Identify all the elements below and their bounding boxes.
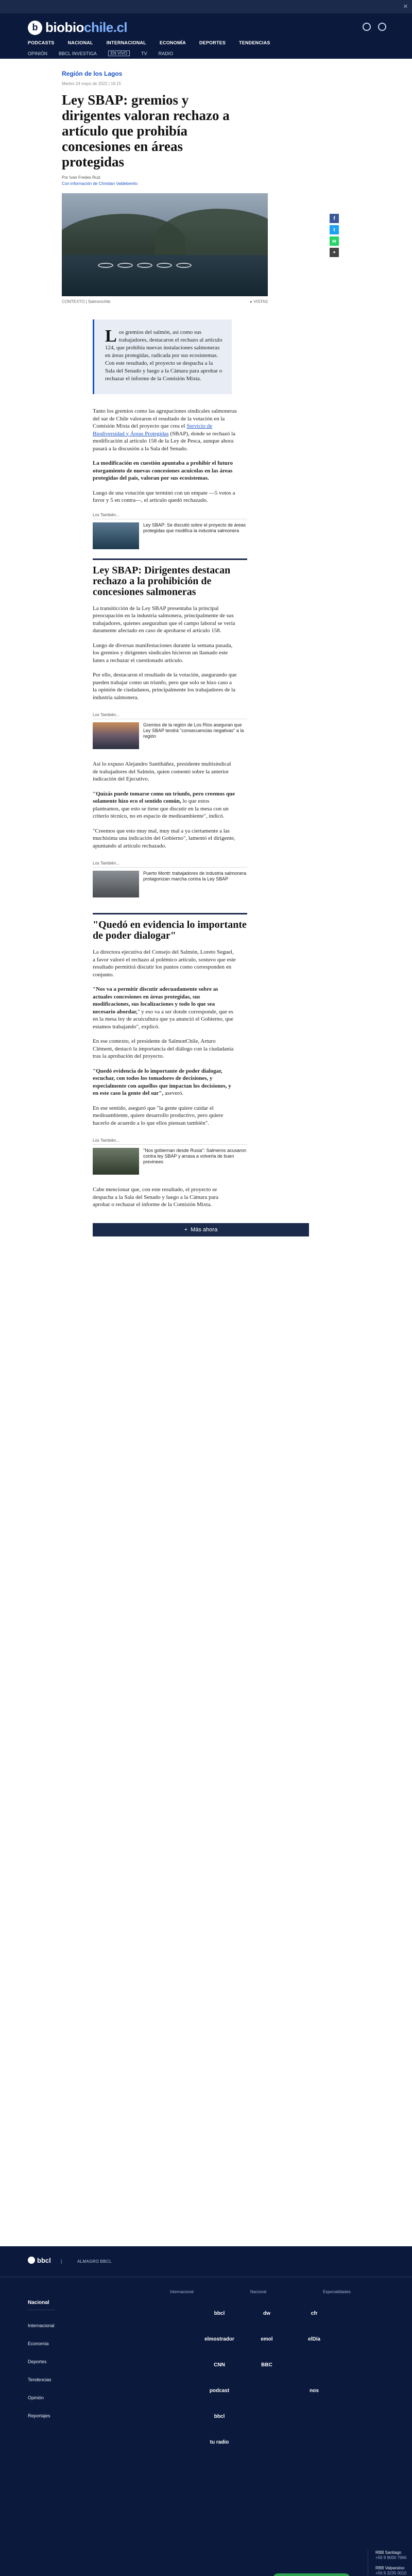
top-banner [0, 0, 412, 13]
footer-cat[interactable]: Deportes [28, 2359, 47, 2364]
footer-cat[interactable]: Economía [28, 2341, 49, 2346]
brand-logo[interactable]: elmostrador [204, 2336, 234, 2342]
image-credit [62, 299, 268, 304]
brand-logo[interactable] [294, 2360, 335, 2371]
brand-logo[interactable] [246, 2411, 287, 2422]
radio-station[interactable]: RBB Valparaíso +56 9 3235 0010 [375, 2565, 407, 2575]
paragraph: Tanto los gremios como las agrupaciones sindicales salmoneras del sur de Chile valoraron el resultado de la votación en la Comisión Mixta del proyecto que crea el Servicio de Biodiversidad y Áreas Protegidas (SBAP), donde se rechazó la modificación al artículo 158 de la Ley de Pesca, aunque ahora pasará a la discusión a la Sala del Senado. [93, 408, 237, 452]
paragraph: En ese contexto, el presidente de SalmonChile, Arturo Clément, destacó la importancia del diálogo con la ciudadanía tras la aprobación del proyecto. [93, 1038, 234, 1059]
search-icon[interactable] [363, 23, 371, 31]
nav-radio[interactable]: RADIO [158, 50, 174, 56]
nav-deportes[interactable]: DEPORTES [199, 40, 226, 45]
paragraph: "Creemos que esto muy mal, muy mal a ya ciertamente a las muchísima una indicación del Gobierno", lamentó el dirigente, apuntando al artículo rechazado. [93, 827, 235, 849]
nav-economia[interactable]: ECONOMÍA [159, 40, 186, 45]
article [62, 70, 350, 1236]
related-label: Los También... [93, 513, 247, 519]
subheading: "Quedó en evidencia lo importante de poder dialogar" [93, 913, 247, 941]
related-article[interactable] [93, 861, 247, 897]
hero-image [62, 193, 268, 296]
drop-cap: L [105, 327, 117, 346]
related-label: Los También... [93, 713, 247, 719]
footer-cat[interactable]: Reportajes [28, 2413, 50, 2418]
brand-logo[interactable]: bbcl [214, 2414, 225, 2419]
nav-bbcl-investiga[interactable]: BBCL INVESTIGA [59, 50, 97, 56]
footer-top [0, 2246, 412, 2277]
related-article[interactable] [93, 513, 247, 549]
more-share-button[interactable]: + [330, 248, 339, 257]
twitter-share-button[interactable]: t [330, 225, 339, 234]
user-icon[interactable] [378, 23, 386, 31]
footer-group[interactable]: ALMAGRO BBCL [77, 2259, 112, 2264]
brand-logo[interactable]: tu radio [210, 2439, 229, 2445]
site-header [0, 13, 412, 59]
whatsapp-share-button[interactable]: w [330, 236, 339, 246]
paragraph: Luego de una votación que terminó con un empate —5 votos a favor y 5 en contra—, el artículo quedó rechazado. [93, 489, 235, 503]
footer-cat[interactable]: Opinión [28, 2395, 44, 2400]
related-title[interactable]: Puerto Montt: trabajadores de industria salmonera protagonizan marcha contra la Ley SBAP [143, 871, 247, 882]
paragraph: "Quedó evidencia de lo importante de poder dialogar, escuchar, con todos los tomadores de decisiones, y especialmente con aquellos que impactan los decisiones, y en este caso la gente del sur", aseveró. [93, 1067, 231, 1096]
subheading: Ley SBAP: Dirigentes destacan rechazo a la prohibición de concesiones salmoneras [93, 558, 247, 598]
image-views[interactable]: ▸ VISTAS [250, 299, 268, 304]
paragraph: En ese sentido, aseguró que "la gente quiere cuidar el medioambiente, quiere desarrollo productivo, pero quiere hacerlo de acuerdo a lo que ellos piensan también". [93, 1105, 224, 1126]
primary-nav [28, 40, 270, 45]
header-icons [363, 23, 386, 31]
nav-nacional[interactable]: NACIONAL [67, 40, 93, 45]
footer-cat[interactable]: Tendencias [28, 2377, 52, 2382]
logo-icon [28, 2257, 35, 2264]
related-article[interactable] [93, 713, 247, 749]
nav-internacional[interactable]: INTERNACIONAL [106, 40, 146, 45]
related-title[interactable]: Ley SBAP: Se discutió sobre el proyecto de áreas protegidas que modifica la industria salmonera [143, 522, 246, 533]
share-bar [330, 214, 339, 257]
paragraph: La modificación en cuestión apuntaba a prohibir el futuro otorgamiento de nuevas concesiones acuícolas en las áreas protegidas del país, valoran por sus ecosistemas. [93, 460, 233, 481]
brand-logo[interactable]: cfr [311, 2311, 318, 2316]
paragraph: Luego de diversas manifestaciones durante la semana pasada, los gremios y dirigentes sindicales hicieron un llamado este lunes a rechazar el cuestionado artículo. [93, 642, 233, 664]
nav-podcasts[interactable]: PODCASTS [28, 40, 55, 45]
image-caption: CONTEXTO | Salmonchile [62, 299, 111, 304]
partner-brands [199, 2308, 335, 2448]
footer-col-heads: Internacional Nacional Especialidades [170, 2289, 351, 2294]
close-icon[interactable]: ✕ [403, 4, 408, 10]
logo-icon: b [28, 21, 42, 35]
nav-tendencias[interactable]: TENDENCIAS [239, 40, 270, 45]
brand-logo[interactable]: BBC [261, 2362, 272, 2368]
paragraph: Así lo expuso Alejandro Santibáñez, presidente multisindical de trabajadores del Salmón, quien comentó sobre la anterior indicación del Ejecutivo. [93, 761, 231, 782]
related-title[interactable]: "Nos gobiernan desde Rusia": Salmeros acusaron contra ley SBAP y arrasa a volverla de buen previnees [143, 1148, 246, 1164]
related-thumbnail[interactable] [93, 722, 139, 749]
brand-logo[interactable]: CNN [214, 2362, 225, 2368]
related-thumbnail[interactable] [93, 1148, 139, 1175]
paragraph: "Nos va a permitir discutir adecuadamente sobre as actuales concesiones en áreas protegidas, sus modificaciones, sus localizaciones y todo lo que sea necesario abordar," y eso va a ser donde corresponde, que es en la mesa ley de acuicultura que ya anunció el Gobierno, que estamos trabajando", explicó. [93, 986, 234, 1030]
inline-link[interactable]: Servicio de Biodiversidad y Áreas Protegidas [93, 423, 213, 437]
related-thumbnail[interactable] [93, 871, 139, 897]
more-news-button[interactable] [93, 1223, 309, 1236]
brand-logo[interactable]: nos [310, 2388, 319, 2394]
paragraph: La transiticción de la Ley SBAP presentaba la principal preocupación en la industria salmonera, principalmente de sus trabajadores, quienes aseguraban que el campo laboral se vería duramente afectado en caso de aprobarse el artículo 158. [93, 605, 235, 634]
brand-logo[interactable]: dw [263, 2311, 270, 2316]
site-footer [0, 2246, 412, 2576]
paragraph: Cabe mencionar que, con este resultado, el proyecto se despacha a la Sala del Senado y luego a la Cámara para aprobar o rechazar el informe de la Comisión Mixta. [93, 1187, 219, 1208]
footer-logo[interactable]: bbcl [28, 2257, 51, 2264]
whatsapp-button[interactable] [273, 2573, 350, 2576]
byline [62, 175, 350, 187]
secondary-nav [28, 50, 173, 56]
footer-separator: | [61, 2258, 62, 2264]
facebook-share-button[interactable]: f [330, 214, 339, 223]
paragraph: "Quizás puede tomarse como un triunfo, pero creemos que solamente hizo eco el sentido común, lo que estos planteamos, que esto se tiene que discutir en la mesa con un criterio técnico, no en espacio de medioambiente", indicó. [93, 790, 235, 819]
related-article[interactable] [93, 1138, 247, 1175]
footer-cat-header[interactable]: Nacional [28, 2300, 55, 2310]
article-body [93, 408, 350, 1209]
site-logo[interactable] [28, 20, 127, 36]
brand-logo[interactable] [246, 2385, 287, 2397]
summary-text: os gremios del salmón, así como sus trabajadores, destacaron el rechazo al artículo 124, que prohibía nuevas instalaciones salmoneras en áreas protegidas, radicada por sus ecosistemas. Con este resultado, el proyecto se despacha a la Sala del Senado y luego a la Cámara para aprobar o rechazar el informe de la Comisión Mixta. [105, 329, 222, 382]
brand-logo[interactable]: podcast [209, 2388, 230, 2394]
brand-logo[interactable]: emol [261, 2336, 273, 2342]
radio-stations [368, 2550, 412, 2576]
brand-logo[interactable]: bbcl [214, 2311, 225, 2316]
paragraph: Por ello, destacaron el resultado de la votación, asegurando que pueden trabajar como un triunfo, pero que solo se hizo caso a la opinión de ciudadanos, principalmente los trabajadores de la industria salmonera. [93, 672, 237, 701]
article-date: Martes 24 mayo de 2022 | 16:15 [62, 81, 122, 86]
nav-en-vivo[interactable]: EN VIVO [108, 50, 130, 56]
nav-opinion[interactable]: OPINIÓN [28, 50, 48, 56]
author-note[interactable]: Con información de Christian Valdebenito [62, 181, 138, 186]
footer-categories [28, 2300, 55, 2418]
related-thumbnail[interactable] [93, 522, 139, 549]
plus-icon: + [184, 1226, 188, 1233]
nav-tv[interactable]: TV [141, 50, 147, 56]
article-summary [93, 319, 232, 394]
more-news-label: Más ahora [191, 1226, 218, 1233]
footer-cat[interactable]: Internacional [28, 2323, 55, 2328]
section-label[interactable]: Región de los Lagos [62, 70, 123, 77]
related-label: Los También... [93, 1138, 247, 1145]
related-label: Los También... [93, 861, 247, 868]
logo-suffix: chile.cl [83, 20, 128, 35]
logo-main: biobio [45, 20, 84, 35]
article-title: Ley SBAP: gremios y dirigentes valoran rechazo a artículo que prohibía concesiones en áreas protegidas [62, 92, 230, 170]
paragraph: La directora ejecutiva del Consejo del Salmón, Loreto Seguel, a favor valoró el rechazo al polémico artículo, sostuvo que este resultado permitirá discutir los puntos como corresponden en conjunto. [93, 949, 236, 978]
related-title[interactable]: Gremios de la región de Los Ríos aseguran que Ley SBAP tendrá "consecuencias negativas" a la región [143, 722, 244, 739]
footer-body [0, 2277, 412, 2576]
author: Por Ivan Fredes Ruiz [62, 175, 101, 180]
radio-station[interactable]: RBB Santiago +56 9 9000 7966 [375, 2550, 407, 2560]
brand-logo[interactable]: elDía [308, 2336, 320, 2342]
brand-logo[interactable] [294, 2411, 335, 2422]
